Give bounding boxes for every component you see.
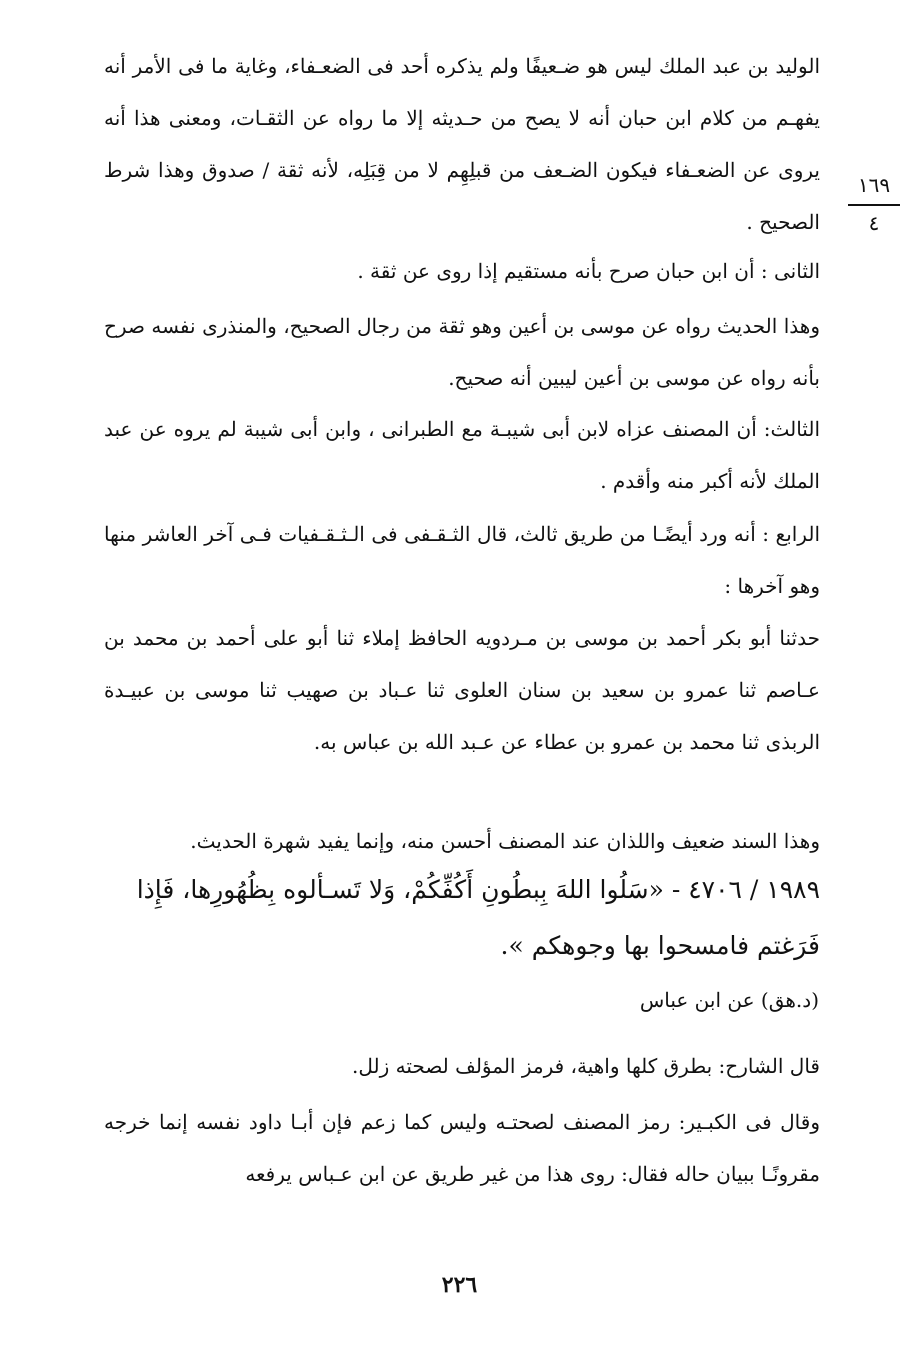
paragraph-text: وهذا السند ضعيف واللذان عند المصنف أحسن منه، وإنما يفيد شهرة الحديث. bbox=[190, 829, 820, 853]
margin-ref-top: ١٦٩ bbox=[857, 173, 891, 197]
paragraph-2 bbox=[104, 245, 820, 297]
commentary-1 bbox=[104, 1040, 820, 1092]
paragraph-6 bbox=[104, 612, 820, 768]
hadith-text: ١٩٨٩ / ٤٧٠٦ - «سَلُوا اللهَ بِبطُونِ أَكُفِّكُمْ، وَلا تَسـألوه بِظُهُورِها، فَإِذا فَرَغتم فامسحوا بها وجوهكم ». bbox=[136, 875, 820, 960]
paragraph-text: الثالث: أن المصنف عزاه لابن أبى شيبـة مع الطبرانى ، وابن أبى شيبة لم يروه عن عبد الملك لأنه أكبر منه وأقدم . bbox=[104, 417, 820, 493]
commentary-text: وقال فى الكبـير: رمز المصنف لصحتـه وليس كما زعم فإن أبـا داود نفسه إنما خرجه مقرونًـا ببيان حاله فقال: روى هذا من غير طريق عن ابن عـباس يرفعه bbox=[104, 1110, 820, 1186]
paragraph-7 bbox=[104, 815, 820, 867]
commentary-text: قال الشارح: بطرق كلها واهية، فرمز المؤلف لصحته زلل. bbox=[352, 1054, 820, 1078]
margin-reference bbox=[846, 172, 902, 236]
paragraph-4 bbox=[104, 403, 820, 507]
paragraph-1 bbox=[104, 40, 820, 248]
paragraph-text: وهذا الحديث رواه عن موسى بن أعين وهو ثقة من رجال الصحيح، والمنذرى نفسه صرح بأنه رواه عن موسى بن أعين ليبين أنه صحيح. bbox=[104, 314, 820, 390]
hadith-source: (د.هق) عن ابن عباس bbox=[639, 988, 819, 1012]
margin-ref-divider bbox=[848, 204, 900, 206]
margin-ref-bottom: ٤ bbox=[868, 211, 880, 235]
paragraph-5 bbox=[104, 508, 820, 612]
paragraph-text: الوليد بن عبد الملك ليس هو ضـعيفًا ولم يذكره أحد فى الضعـفاء، وغاية ما فى الأمر أنه يفهـم من كلام ابن حبان أنه لا يصح من حـديثه إلا ما رواه عن الثقـات، ومعنى هذا أنه يروى عن الضعـفاء فيكون الضـعف من قبلِهِم لا من قِبَلِه، لأنه ثقة / صدوق وهذا شرط الصحيح . bbox=[104, 54, 820, 234]
paragraph-text: حدثنا أبو بكر أحمد بن موسى بن مـردويه الحافظ إملاء ثنا أبو على أحمد بن محمد بن عـاصم ثنا عمرو بن سعيد بن سنان العلوى ثنا عـباد بن صهيب ثنا موسى بن عبيـدة الربذى ثنا محمد بن عمرو بن عطاء عن عـبد الله بن عباس به. bbox=[104, 626, 820, 754]
paragraph-3 bbox=[104, 300, 820, 404]
paragraph-text: الثانى : أن ابن حبان صرح بأنه مستقيم إذا روى عن ثقة . bbox=[357, 259, 820, 283]
commentary-2 bbox=[104, 1096, 820, 1200]
paragraph-text: الرابع : أنه ورد أيضًـا من طريق ثالث، قال الثـقـفى فى الـثـقـفيات فـى آخر العاشر منها وهو آخرها : bbox=[104, 522, 820, 598]
hadith-entry bbox=[104, 862, 820, 974]
page-number: ٢٢٦ bbox=[441, 1272, 478, 1298]
